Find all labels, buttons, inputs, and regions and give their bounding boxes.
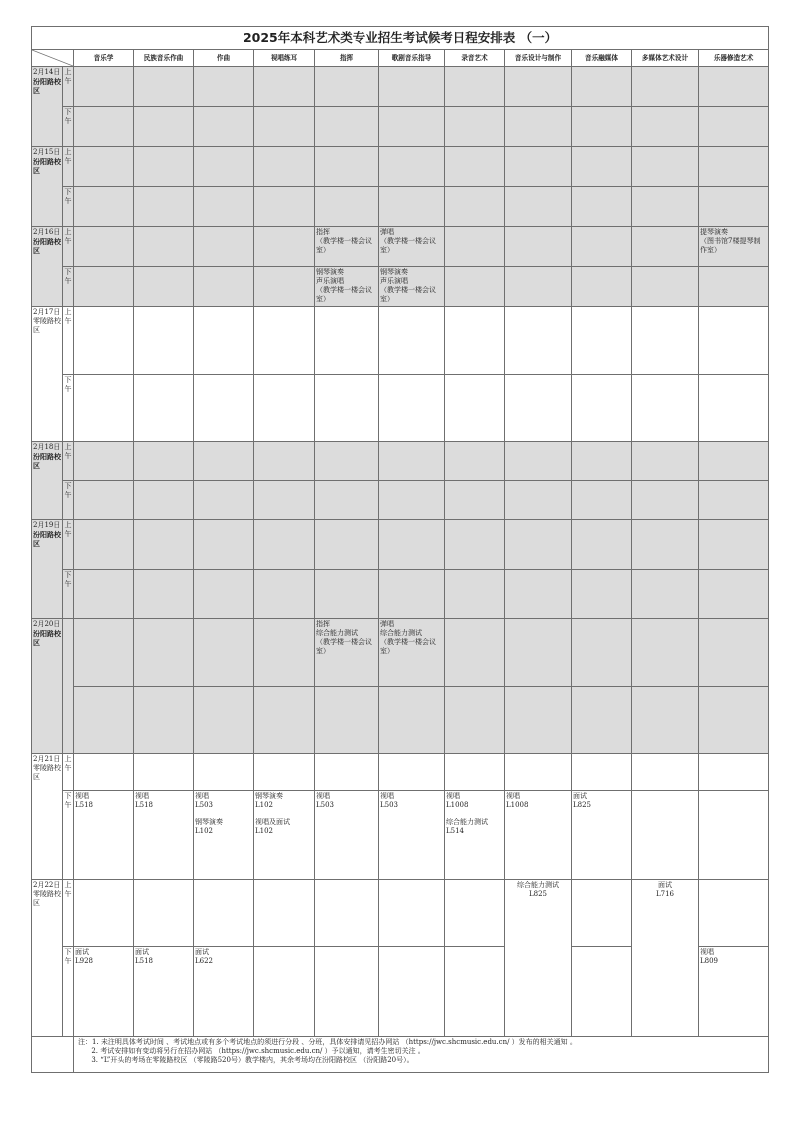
schedule-cell bbox=[194, 375, 254, 442]
campus-label: 汾阳路校区 bbox=[33, 77, 61, 96]
schedule-cell bbox=[134, 267, 194, 307]
campus-label: 汾阳路校区 bbox=[33, 237, 61, 256]
schedule-cell bbox=[315, 67, 379, 107]
schedule-cell bbox=[445, 481, 505, 520]
exam-entry: 弹唱 （教学楼一楼会议室） bbox=[380, 228, 436, 255]
schedule-cell bbox=[445, 687, 505, 754]
schedule-cell bbox=[379, 687, 445, 754]
schedule-cell bbox=[445, 442, 505, 481]
date-cell bbox=[32, 227, 63, 307]
schedule-cell bbox=[505, 442, 572, 481]
schedule-cell bbox=[699, 107, 769, 147]
date-label: 2月14日 bbox=[33, 68, 61, 76]
note-line: 2. 考试安排如有变动将另行在招办网站 （https://jwc.shcmusic.edu.cn/ ）予以通知，请考生密切关注 。 bbox=[78, 1047, 425, 1056]
schedule-cell bbox=[315, 687, 379, 754]
schedule-cell bbox=[315, 619, 379, 687]
schedule-cell bbox=[254, 227, 315, 267]
period-pm: 下午 bbox=[63, 791, 74, 880]
exam-entry: 钢琴演奏 L102 bbox=[195, 818, 223, 836]
date-cell bbox=[32, 754, 63, 880]
schedule-cell bbox=[445, 227, 505, 267]
schedule-cell bbox=[74, 67, 134, 107]
schedule-cell bbox=[379, 442, 445, 481]
schedule-cell bbox=[315, 267, 379, 307]
period-pm: 下午 bbox=[63, 375, 74, 442]
diagonal-divider bbox=[32, 50, 73, 66]
exam-entry: 面试 L825 bbox=[573, 792, 592, 810]
schedule-cell bbox=[632, 481, 699, 520]
schedule-cell bbox=[315, 375, 379, 442]
schedule-cell bbox=[74, 107, 134, 147]
schedule-cell bbox=[194, 791, 254, 880]
schedule-cell bbox=[572, 687, 632, 754]
period-am: 上午 bbox=[63, 227, 74, 267]
schedule-cell bbox=[315, 227, 379, 267]
schedule-cell bbox=[572, 187, 632, 227]
schedule-cell bbox=[572, 520, 632, 570]
exam-entry: 视唱 L809 bbox=[700, 948, 719, 966]
column-header: 作曲 bbox=[194, 50, 254, 67]
schedule-cell bbox=[254, 267, 315, 307]
schedule-cell bbox=[74, 880, 134, 947]
schedule-cell bbox=[254, 570, 315, 619]
schedule-cell bbox=[134, 442, 194, 481]
schedule-cell bbox=[134, 791, 194, 880]
date-label: 2月20日 bbox=[33, 620, 61, 628]
schedule-cell bbox=[572, 107, 632, 147]
schedule-cell bbox=[74, 947, 134, 1037]
schedule-cell bbox=[379, 67, 445, 107]
date-label: 2月21日 bbox=[33, 755, 61, 763]
schedule-cell bbox=[699, 619, 769, 687]
schedule-cell bbox=[445, 267, 505, 307]
schedule-cell bbox=[632, 227, 699, 267]
schedule-cell bbox=[74, 570, 134, 619]
date-label: 2月16日 bbox=[33, 228, 61, 236]
schedule-cell bbox=[445, 187, 505, 227]
exam-entry: 视唱 L503 bbox=[316, 792, 335, 810]
exam-entry: 面试 L716 bbox=[655, 881, 674, 899]
exam-entry: 指挥 综合能力测试 （教学楼一楼会议室） bbox=[316, 620, 372, 656]
exam-entry: 综合能力测试 L825 bbox=[517, 881, 559, 899]
schedule-cell bbox=[445, 107, 505, 147]
schedule-cell bbox=[379, 187, 445, 227]
schedule-cell bbox=[572, 442, 632, 481]
exam-entry: 视唱 L518 bbox=[135, 792, 154, 810]
schedule-cell bbox=[74, 754, 134, 791]
schedule-cell bbox=[194, 754, 254, 791]
schedule-cell bbox=[315, 880, 379, 947]
schedule-cell bbox=[379, 619, 445, 687]
schedule-cell bbox=[632, 791, 699, 880]
date-label: 2月22日 bbox=[33, 881, 61, 889]
schedule-cell bbox=[254, 687, 315, 754]
note-line: 3. “L”开头的考场在零陵路校区 （零陵路520号）教学楼内，其余考场均在汾阳路校区 （汾阳路20号）。 bbox=[78, 1056, 414, 1065]
schedule-cell bbox=[315, 570, 379, 619]
period-am: 上午 bbox=[63, 520, 74, 570]
campus-label: 零陵路校区 bbox=[33, 764, 61, 782]
schedule-cell bbox=[632, 147, 699, 187]
campus-label: 汾阳路校区 bbox=[33, 157, 61, 176]
column-header: 音乐设计与制作 bbox=[505, 50, 572, 67]
schedule-cell bbox=[699, 570, 769, 619]
page-title: 2025年本科艺术类专业招生考试候考日程安排表 （一） bbox=[32, 27, 769, 50]
exam-entry: 面试 L928 bbox=[75, 948, 94, 966]
schedule-cell bbox=[379, 520, 445, 570]
schedule-cell bbox=[632, 375, 699, 442]
schedule-cell bbox=[315, 947, 379, 1037]
schedule-cell bbox=[194, 520, 254, 570]
column-header: 多媒体艺术设计 bbox=[632, 50, 699, 67]
schedule-cell bbox=[254, 307, 315, 375]
schedule-cell bbox=[315, 107, 379, 147]
schedule-cell bbox=[632, 442, 699, 481]
schedule-cell bbox=[379, 227, 445, 267]
schedule-cell bbox=[699, 754, 769, 791]
schedule-cell bbox=[699, 147, 769, 187]
schedule-cell bbox=[505, 520, 572, 570]
date-cell bbox=[32, 307, 63, 442]
schedule-cell bbox=[572, 267, 632, 307]
schedule-cell bbox=[134, 880, 194, 947]
schedule-cell bbox=[572, 67, 632, 107]
schedule-cell bbox=[699, 187, 769, 227]
schedule-cell bbox=[134, 147, 194, 187]
schedule-cell bbox=[194, 227, 254, 267]
schedule-cell bbox=[254, 520, 315, 570]
header-corner bbox=[32, 50, 74, 67]
schedule-cell bbox=[379, 754, 445, 791]
date-label: 2月17日 bbox=[33, 308, 61, 316]
schedule-cell bbox=[505, 880, 572, 1037]
date-cell bbox=[32, 880, 63, 1037]
schedule-cell bbox=[445, 147, 505, 187]
schedule-cell bbox=[134, 619, 194, 687]
schedule-cell bbox=[134, 947, 194, 1037]
period-pm: 下午 bbox=[63, 570, 74, 619]
schedule-cell bbox=[74, 267, 134, 307]
schedule-cell bbox=[699, 307, 769, 375]
schedule-cell bbox=[315, 791, 379, 880]
schedule-cell bbox=[505, 375, 572, 442]
period-pm: 下午 bbox=[63, 107, 74, 147]
schedule-cell bbox=[74, 619, 134, 687]
schedule-cell bbox=[699, 687, 769, 754]
schedule-cell bbox=[254, 67, 315, 107]
period-am: 上午 bbox=[63, 442, 74, 481]
schedule-cell bbox=[74, 227, 134, 267]
schedule-cell bbox=[74, 481, 134, 520]
schedule-cell bbox=[572, 147, 632, 187]
schedule-cell bbox=[134, 67, 194, 107]
campus-label: 汾阳路校区 bbox=[33, 530, 61, 549]
schedule-cell bbox=[194, 267, 254, 307]
schedule-cell bbox=[445, 375, 505, 442]
schedule-cell bbox=[445, 791, 505, 880]
period-am: 上午 bbox=[63, 67, 74, 107]
schedule-cell bbox=[315, 187, 379, 227]
schedule-cell bbox=[572, 947, 632, 1037]
schedule-cell bbox=[74, 520, 134, 570]
schedule-cell bbox=[572, 619, 632, 687]
schedule-cell bbox=[74, 187, 134, 227]
schedule-cell bbox=[379, 267, 445, 307]
schedule-cell bbox=[194, 570, 254, 619]
schedule-cell bbox=[194, 107, 254, 147]
schedule-cell bbox=[505, 687, 572, 754]
schedule-cell bbox=[74, 307, 134, 375]
exam-entry: 面试 L518 bbox=[135, 948, 154, 966]
schedule-cell bbox=[699, 375, 769, 442]
note-line: 注：1. 未注明具体考试时间 、考试地点或有多个考试地点的须进行分段 、分班，具体安排请见招办网站 （https://jwc.shcmusic.edu.cn/ ）发布的相关通知 。 bbox=[78, 1038, 577, 1046]
exam-entry: 综合能力测试 L514 bbox=[446, 818, 488, 836]
schedule-cell bbox=[379, 880, 445, 947]
schedule-cell bbox=[699, 947, 769, 1037]
schedule-cell bbox=[505, 147, 572, 187]
schedule-cell bbox=[194, 481, 254, 520]
schedule-cell bbox=[194, 880, 254, 947]
schedule-cell bbox=[632, 754, 699, 791]
schedule-cell bbox=[254, 754, 315, 791]
schedule-cell bbox=[699, 791, 769, 880]
schedule-cell bbox=[572, 791, 632, 880]
date-cell bbox=[32, 442, 63, 520]
column-header: 乐器修造艺术 bbox=[699, 50, 769, 67]
schedule-cell bbox=[379, 107, 445, 147]
campus-label: 零陵路校区 bbox=[33, 890, 61, 908]
schedule-cell bbox=[254, 481, 315, 520]
schedule-cell bbox=[572, 481, 632, 520]
campus-label: 汾阳路校区 bbox=[33, 629, 61, 648]
schedule-cell bbox=[194, 147, 254, 187]
schedule-cell bbox=[379, 570, 445, 619]
schedule-cell bbox=[505, 754, 572, 791]
schedule-cell bbox=[445, 520, 505, 570]
schedule-cell bbox=[632, 687, 699, 754]
notes-spacer bbox=[32, 1037, 74, 1073]
schedule-cell bbox=[505, 307, 572, 375]
schedule-cell bbox=[505, 107, 572, 147]
schedule-cell bbox=[254, 147, 315, 187]
schedule-cell bbox=[134, 687, 194, 754]
schedule-cell bbox=[445, 67, 505, 107]
schedule-cell bbox=[632, 267, 699, 307]
schedule-cell bbox=[315, 442, 379, 481]
schedule-cell bbox=[254, 791, 315, 880]
period-pm: 下午 bbox=[63, 947, 74, 1037]
schedule-cell bbox=[632, 619, 699, 687]
schedule-cell bbox=[445, 754, 505, 791]
schedule-cell bbox=[632, 570, 699, 619]
schedule-cell bbox=[505, 67, 572, 107]
schedule-cell bbox=[315, 520, 379, 570]
exam-entry: 视唱 L1008 bbox=[506, 792, 529, 810]
period-pm: 下午 bbox=[63, 481, 74, 520]
schedule-cell bbox=[315, 754, 379, 791]
schedule-cell bbox=[379, 481, 445, 520]
schedule-cell bbox=[254, 442, 315, 481]
exam-entry: 视唱 L503 bbox=[380, 792, 399, 810]
campus-label: 汾阳路校区 bbox=[33, 452, 61, 471]
date-cell bbox=[32, 619, 63, 754]
schedule-cell bbox=[194, 687, 254, 754]
schedule-cell bbox=[134, 187, 194, 227]
exam-entry: 视唱 L518 bbox=[75, 792, 94, 810]
exam-entry: 钢琴演奏 声乐演唱 （教学楼一楼会议室） bbox=[316, 268, 372, 304]
period-pm: 下午 bbox=[63, 267, 74, 307]
schedule-cell bbox=[74, 791, 134, 880]
schedule-cell bbox=[699, 442, 769, 481]
schedule-cell bbox=[74, 687, 134, 754]
column-header: 音乐学 bbox=[74, 50, 134, 67]
schedule-cell bbox=[505, 570, 572, 619]
column-header: 录音艺术 bbox=[445, 50, 505, 67]
schedule-cell bbox=[699, 227, 769, 267]
exam-entry: 弹唱 综合能力测试 （教学楼一楼会议室） bbox=[380, 620, 436, 656]
date-cell bbox=[32, 147, 63, 227]
schedule-cell bbox=[632, 307, 699, 375]
date-label: 2月19日 bbox=[33, 521, 61, 529]
schedule-cell bbox=[74, 442, 134, 481]
column-header: 歌剧音乐指导 bbox=[379, 50, 445, 67]
schedule-cell bbox=[632, 107, 699, 147]
schedule-cell bbox=[505, 619, 572, 687]
schedule-cell bbox=[445, 307, 505, 375]
exam-entry: 钢琴演奏 L102 bbox=[255, 792, 283, 810]
schedule-cell bbox=[445, 880, 505, 947]
schedule-cell bbox=[699, 267, 769, 307]
exam-entry: 视唱 L1008 bbox=[446, 792, 469, 810]
date-label: 2月18日 bbox=[33, 443, 61, 451]
schedule-cell bbox=[194, 187, 254, 227]
schedule-cell bbox=[254, 187, 315, 227]
schedule-cell bbox=[379, 375, 445, 442]
schedule-cell bbox=[134, 227, 194, 267]
schedule-cell bbox=[505, 267, 572, 307]
schedule-cell bbox=[194, 307, 254, 375]
schedule-cell bbox=[632, 880, 699, 1037]
schedule-cell bbox=[572, 754, 632, 791]
schedule-cell bbox=[632, 187, 699, 227]
date-cell bbox=[32, 67, 63, 147]
schedule-cell bbox=[134, 375, 194, 442]
schedule-cell bbox=[572, 375, 632, 442]
schedule-cell bbox=[572, 880, 632, 947]
exam-entry: 视唱及面试 L102 bbox=[255, 818, 290, 836]
schedule-cell bbox=[505, 227, 572, 267]
period-pm: 下午 bbox=[63, 187, 74, 227]
period-am: 上午 bbox=[63, 880, 74, 947]
column-header: 视唱练耳 bbox=[254, 50, 315, 67]
schedule-cell bbox=[254, 880, 315, 947]
notes bbox=[74, 1037, 769, 1073]
schedule-cell bbox=[194, 619, 254, 687]
schedule-cell bbox=[254, 619, 315, 687]
schedule-cell bbox=[134, 754, 194, 791]
schedule-cell bbox=[572, 307, 632, 375]
exam-entry: 提琴演奏 （图书馆7楼提琴制作室） bbox=[700, 228, 761, 255]
schedule-cell bbox=[445, 619, 505, 687]
schedule-cell bbox=[315, 147, 379, 187]
schedule-cell bbox=[445, 570, 505, 619]
schedule-cell bbox=[572, 570, 632, 619]
period-am: 上午 bbox=[63, 147, 74, 187]
schedule-cell bbox=[505, 187, 572, 227]
schedule-cell bbox=[699, 67, 769, 107]
schedule-cell bbox=[632, 67, 699, 107]
column-header: 民族音乐作曲 bbox=[134, 50, 194, 67]
exam-entry: 面试 L622 bbox=[195, 948, 214, 966]
schedule-cell bbox=[254, 947, 315, 1037]
period-am: 上午 bbox=[63, 754, 74, 791]
schedule-cell bbox=[134, 307, 194, 375]
schedule-cell bbox=[699, 481, 769, 520]
period-pm bbox=[63, 619, 74, 754]
date-label: 2月15日 bbox=[33, 148, 61, 156]
schedule-cell bbox=[74, 375, 134, 442]
date-cell bbox=[32, 520, 63, 619]
schedule-cell bbox=[379, 947, 445, 1037]
schedule-cell bbox=[134, 107, 194, 147]
schedule-cell bbox=[254, 107, 315, 147]
schedule-cell bbox=[445, 947, 505, 1037]
schedule-cell bbox=[632, 520, 699, 570]
schedule-cell bbox=[505, 791, 572, 880]
column-header: 音乐融媒体 bbox=[572, 50, 632, 67]
schedule-cell bbox=[315, 307, 379, 375]
schedule-cell bbox=[379, 791, 445, 880]
schedule-cell bbox=[134, 520, 194, 570]
schedule-cell bbox=[379, 307, 445, 375]
schedule-cell bbox=[194, 442, 254, 481]
period-am: 上午 bbox=[63, 307, 74, 375]
schedule-cell bbox=[74, 147, 134, 187]
column-header: 指挥 bbox=[315, 50, 379, 67]
schedule-cell bbox=[134, 570, 194, 619]
schedule-cell bbox=[194, 947, 254, 1037]
schedule-cell bbox=[134, 481, 194, 520]
schedule-cell bbox=[699, 880, 769, 947]
schedule-cell bbox=[194, 67, 254, 107]
schedule-cell bbox=[379, 147, 445, 187]
schedule-cell bbox=[254, 375, 315, 442]
schedule-cell bbox=[505, 481, 572, 520]
schedule-cell bbox=[315, 481, 379, 520]
exam-entry: 钢琴演奏 声乐演唱 （教学楼一楼会议室） bbox=[380, 268, 436, 304]
exam-entry: 指挥 （教学楼一楼会议室） bbox=[316, 228, 372, 255]
schedule-table bbox=[31, 26, 769, 1073]
exam-entry: 视唱 L503 bbox=[195, 792, 214, 810]
schedule-cell bbox=[572, 227, 632, 267]
schedule-cell bbox=[699, 520, 769, 570]
campus-label: 零陵路校区 bbox=[33, 317, 61, 335]
